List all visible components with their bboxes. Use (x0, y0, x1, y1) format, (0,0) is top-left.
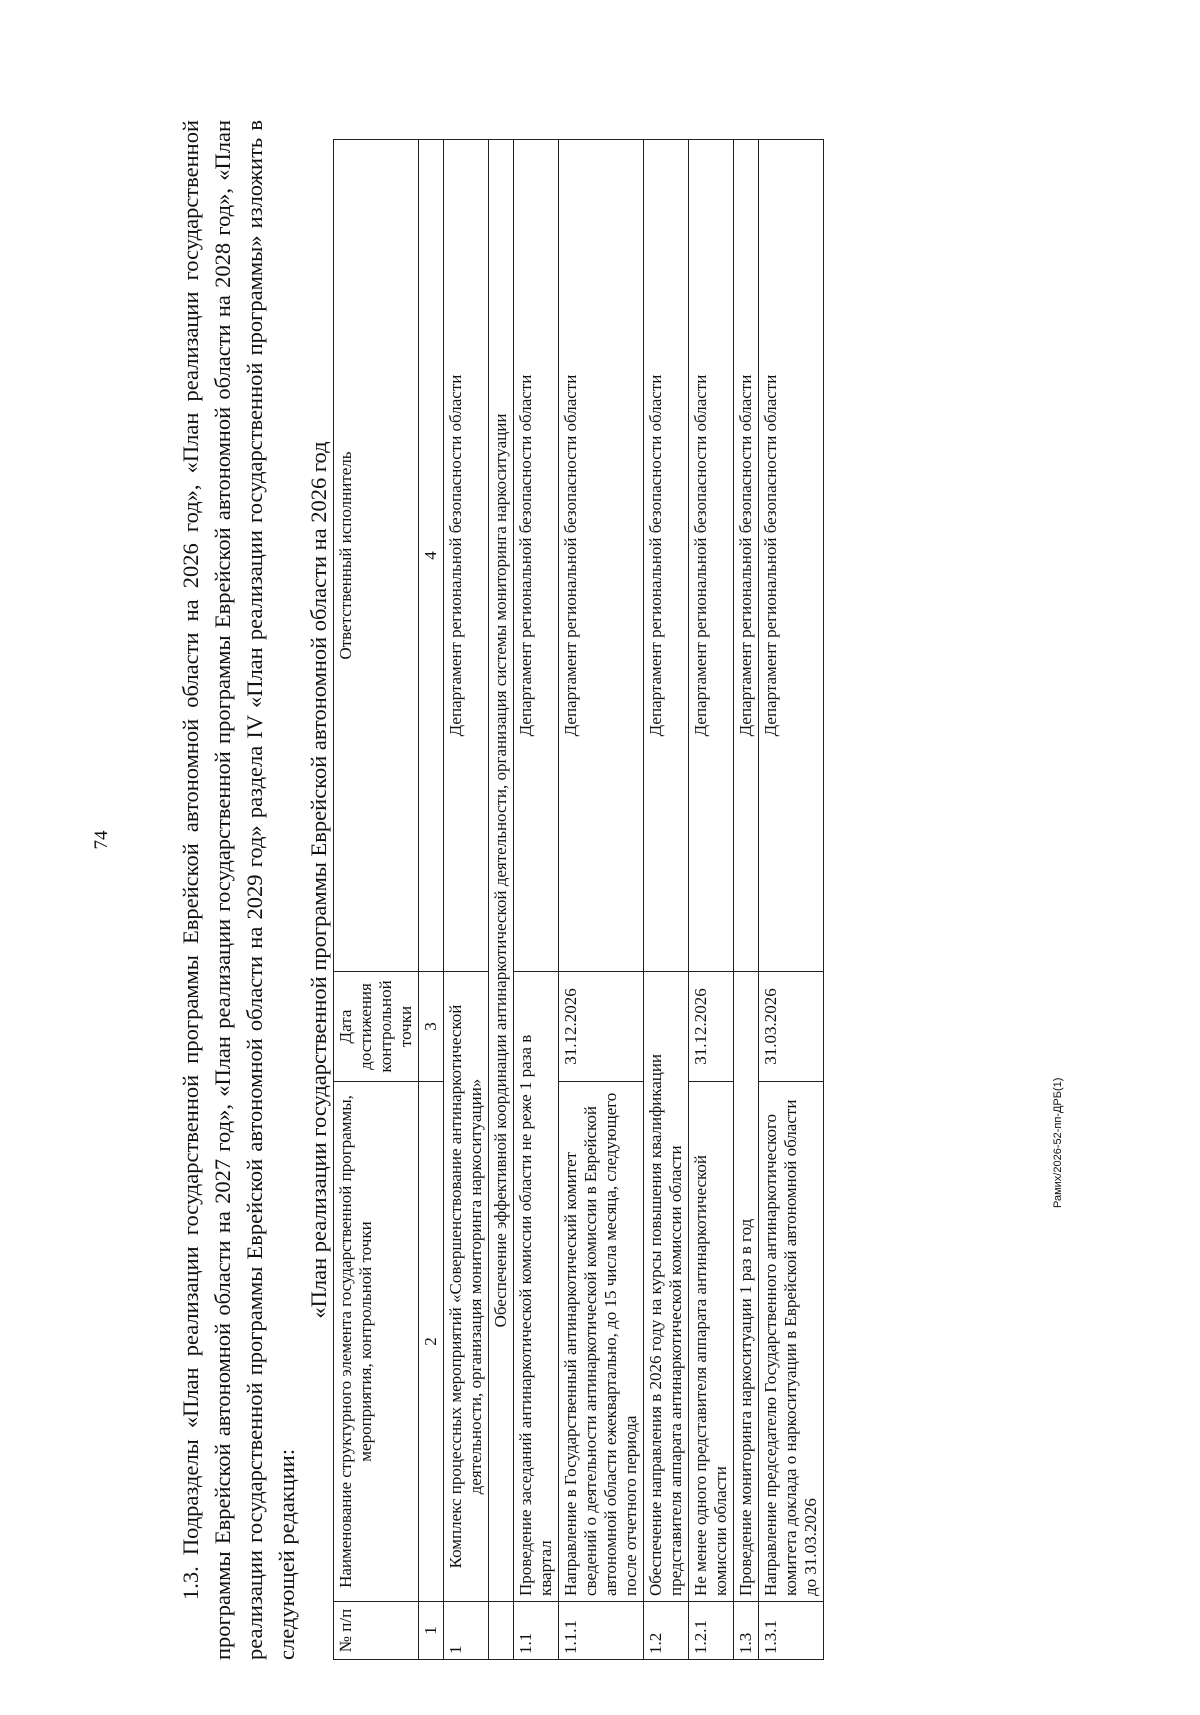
column-number: 3 (419, 972, 444, 1082)
header-date: Дата достижения контрольной точки (334, 972, 419, 1082)
intro-paragraph (175, 120, 303, 1660)
table-row (559, 140, 644, 1660)
table-header-row (334, 140, 419, 1660)
row-date: 31.12.2026 (559, 972, 644, 1082)
table-title: «План реализации государственной программы Еврейской автономной области на 2026 год (306, 441, 331, 1319)
row-name: Обеспечение направления в 2026 году на курсы повышения квалификации представителя аппарата антинаркотической комиссии области (644, 972, 689, 1602)
header-number: № п/п (334, 1602, 419, 1660)
table-row (689, 140, 734, 1660)
header-executor: Ответственный исполнитель (334, 140, 419, 972)
row-executor: Департамент региональной безопасности области (444, 140, 489, 972)
row-date: 31.12.2026 (689, 972, 734, 1082)
table-row (644, 140, 689, 1660)
row-name: Проведение заседаний антинаркотической комиссии области не реже 1 раза в квартал (514, 972, 559, 1602)
row-name: Не менее одного представителя аппарата антинаркотической комиссии области (689, 1082, 734, 1602)
row-name: Направление в Государственный антинаркотический комитет сведений о деятельности антинаркотической комиссии в Еврейской автономной области ежеквартально, до 15 числа месяца, следующего после отчетного периода (559, 1082, 644, 1602)
row-executor: Департамент региональной безопасности области (644, 140, 689, 972)
section-title: Обеспечение эффективной координации антинаркотической деятельности, организация системы мониторинга наркоситуации (489, 140, 514, 1602)
row-number: 1.1.1 (559, 1602, 644, 1660)
row-number: 1.3 (734, 1602, 759, 1660)
row-name: Направление председателю Государственного антинаркотического комитета доклада о наркоситуации в Еврейской автономной области до 31.03.2026 (759, 1082, 824, 1602)
row-executor: Департамент региональной безопасности области (734, 140, 759, 972)
row-executor: Департамент региональной безопасности области (689, 140, 734, 972)
intro-text: 1.3. Подразделы «План реализации государственной программы Еврейской автономной области на 2026 год», «План реализации государственной программы Еврейской автономной области на 2027 год», «План реализации государственной программы Еврейской автономной области на 2028 год», «План реализации государственной программы Еврейской автономной области на 2029 год» раздела IV «План реализации государственной программы» изложить в следующей редакции: (178, 120, 299, 1660)
row-number (489, 1602, 514, 1660)
row-number: 1 (444, 1602, 489, 1660)
table-row (759, 140, 824, 1660)
plan-table (333, 139, 824, 1660)
table-row (734, 140, 759, 1660)
document-code: Рамиx/2026-52-пп-ДРБ(1) (1052, 1077, 1064, 1208)
column-number: 4 (419, 140, 444, 972)
table-section-row (489, 140, 514, 1660)
row-number: 1.2.1 (689, 1602, 734, 1660)
row-executor: Департамент региональной безопасности области (759, 140, 824, 972)
row-number: 1.2 (644, 1602, 689, 1660)
column-number: 2 (419, 1082, 444, 1602)
row-number: 1.3.1 (759, 1602, 824, 1660)
table-row (444, 140, 489, 1660)
row-number: 1.1 (514, 1602, 559, 1660)
row-executor: Департамент региональной безопасности области (514, 140, 559, 972)
rotated-document-content (175, 100, 1095, 1660)
table-row (514, 140, 559, 1660)
row-executor: Департамент региональной безопасности области (559, 140, 644, 972)
page-number: 74 (91, 830, 112, 850)
row-date: 31.03.2026 (759, 972, 824, 1082)
header-name: Наименование структурного элемента государственной программы, мероприятия, контрольной точки (334, 1082, 419, 1602)
row-name: Комплекс процессных мероприятий «Совершенствование антинаркотической деятельности, организация мониторинга наркоситуации» (444, 972, 489, 1602)
row-name: Проведение мониторинга наркоситуации 1 раз в год (734, 972, 759, 1602)
column-numbers-row (419, 140, 444, 1660)
column-number: 1 (419, 1602, 444, 1660)
